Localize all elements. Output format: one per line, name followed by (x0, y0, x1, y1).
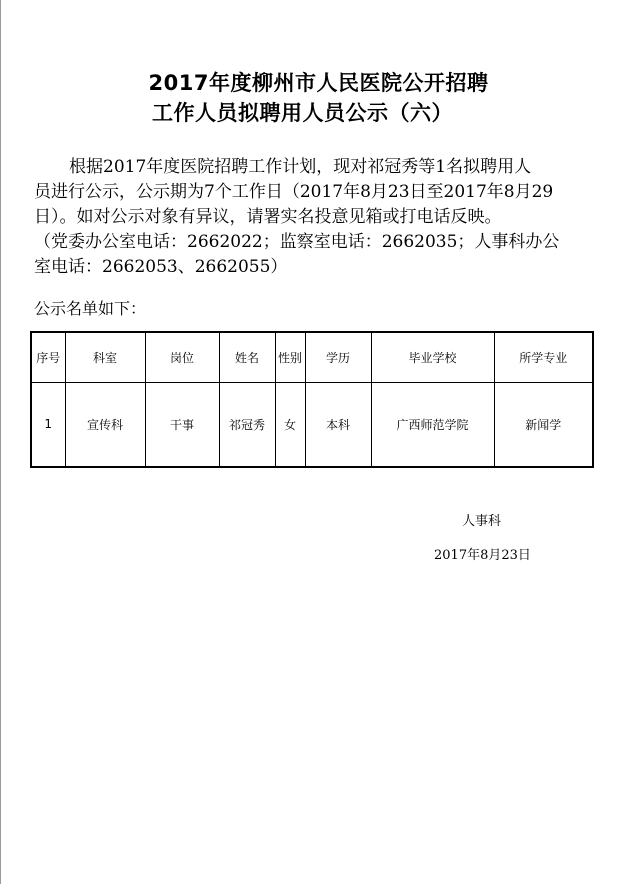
paragraph-line: 根据2017年度医院招聘工作计划，现对祁冠秀等1名拟聘用人 (69, 157, 532, 177)
cell-department: 宣传科 (65, 382, 145, 467)
cell-major: 新闻学 (494, 382, 593, 467)
list-intro: 公示名单如下： (34, 299, 147, 318)
header-cell-school: 毕业学校 (371, 332, 494, 382)
paragraph-line: 室电话：2662053、2662055） (34, 257, 288, 277)
header-cell-index: 序号 (31, 332, 65, 382)
header-cell-department: 科室 (65, 332, 145, 382)
table-row (31, 382, 593, 467)
paragraph-line: （党委办公室电话：2662022；监察室电话：2662035；人事科办公 (34, 232, 560, 252)
header-cell-name: 姓名 (219, 332, 275, 382)
header-cell-gender: 性别 (275, 332, 305, 382)
cell-school: 广西师范学院 (371, 382, 494, 467)
header-cell-education: 学历 (305, 332, 371, 382)
table-header-row (31, 332, 593, 382)
paragraph-line: 员进行公示，公示期为7个工作日（2017年8月23日至2017年8月29 (34, 182, 554, 202)
document-title-line-2: 工作人员拟聘用人员公示（六） (152, 101, 453, 125)
signature-department: 人事科 (462, 514, 502, 529)
cell-gender: 女 (275, 382, 305, 467)
cell-index: 1 (31, 382, 65, 467)
announcement-paragraph (34, 155, 599, 280)
cell-education: 本科 (305, 382, 371, 467)
document-title-line-1: 2017年度柳州市人民医院公开招聘 (148, 71, 489, 95)
cell-position: 干事 (145, 382, 219, 467)
page-edge (0, 0, 1, 884)
header-cell-position: 岗位 (145, 332, 219, 382)
signature-date: 2017年8月23日 (434, 548, 531, 563)
candidate-table (30, 331, 594, 468)
paragraph-line: 日）。如对公示对象有异议，请署实名投意见箱或打电话反映。 (34, 207, 502, 227)
cell-name: 祁冠秀 (219, 382, 275, 467)
header-cell-major: 所学专业 (494, 332, 593, 382)
